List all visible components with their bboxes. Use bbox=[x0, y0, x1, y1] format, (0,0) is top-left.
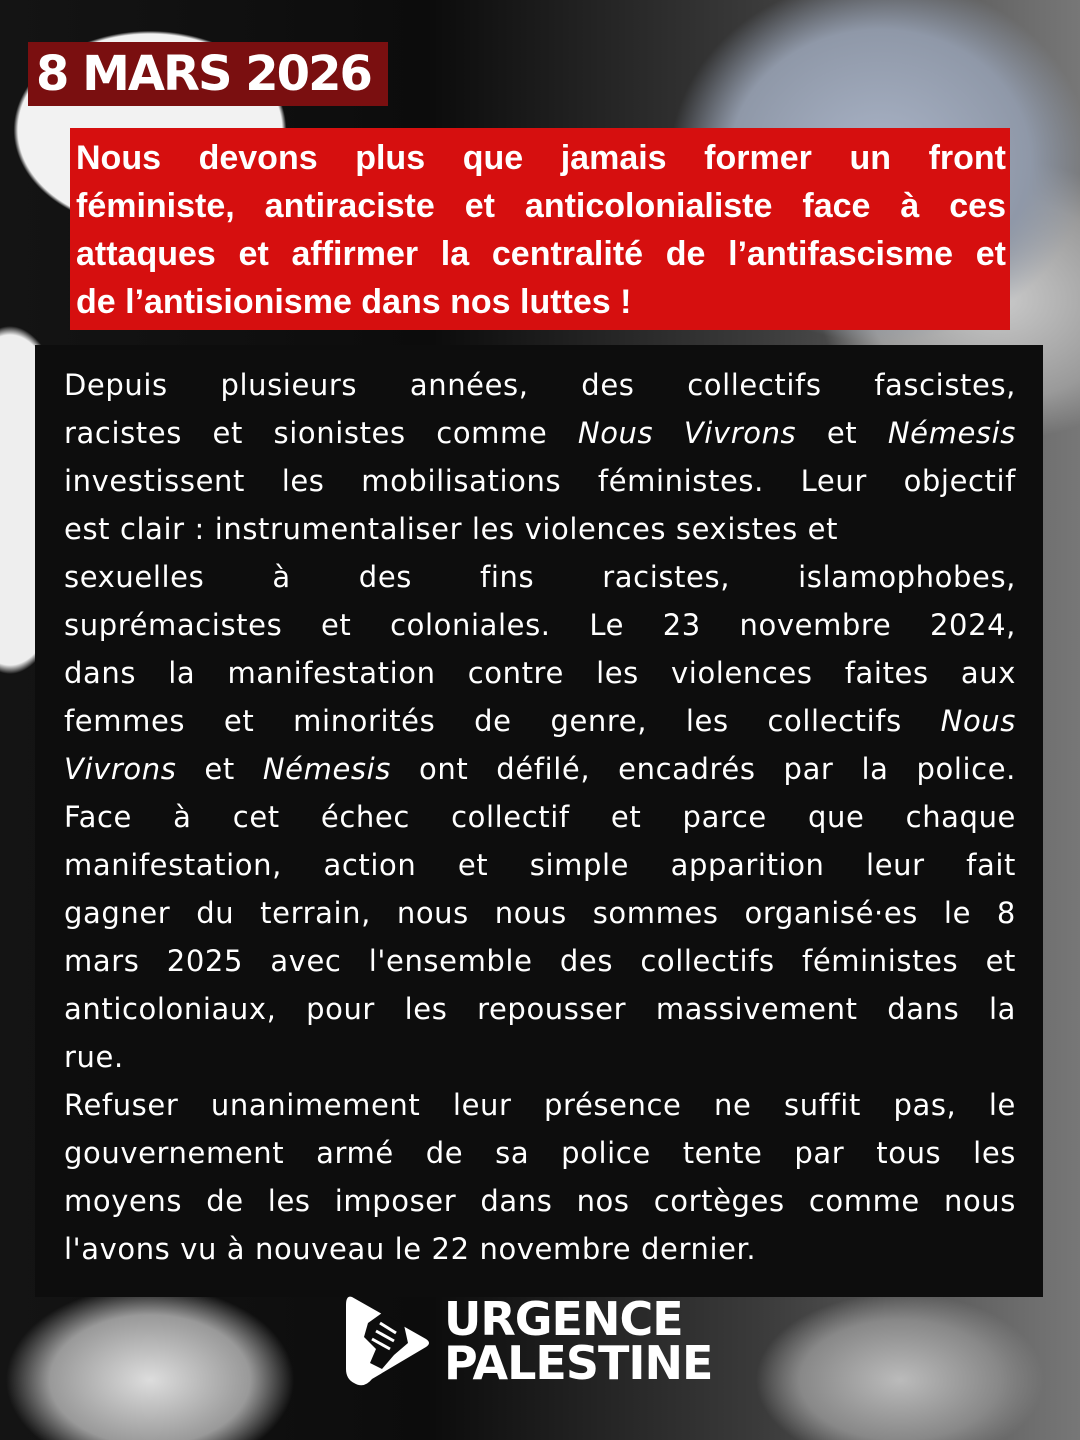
collective-name: Nous Vivrons bbox=[577, 416, 797, 450]
body-line bbox=[64, 937, 1016, 985]
logo-line-2: PALESTINE bbox=[444, 1336, 713, 1390]
collective-name: Nous bbox=[940, 704, 1016, 738]
raised-fist-icon bbox=[342, 1293, 434, 1389]
body-line bbox=[64, 745, 1016, 793]
headline-box bbox=[70, 128, 1010, 330]
body-line bbox=[64, 649, 1016, 697]
headline-line: Nous devons plus que jamais former un front bbox=[76, 139, 1006, 177]
body-line bbox=[64, 1177, 1016, 1225]
body-text: gagner du terrain, nous nous sommes organisé·es le 8 bbox=[64, 896, 1016, 930]
body-text: est clair : instrumentaliser les violences sexistes et bbox=[64, 512, 839, 546]
body-text: suprémacistes et coloniales. Le 23 novembre 2024, bbox=[64, 608, 1016, 642]
body-line bbox=[64, 793, 1016, 841]
body-text: l'avons vu à nouveau le 22 novembre dernier. bbox=[64, 1232, 757, 1266]
body-text: rue. bbox=[64, 1040, 124, 1074]
collective-name: Vivrons bbox=[64, 752, 177, 786]
body-line bbox=[64, 1225, 1016, 1273]
body-text: et bbox=[796, 416, 888, 450]
collective-name: Némesis bbox=[262, 752, 391, 786]
body-text: et bbox=[176, 752, 263, 786]
body-text-box bbox=[35, 345, 1043, 1297]
body-line bbox=[64, 457, 1016, 505]
logo-line-1: URGENCE bbox=[444, 1292, 683, 1346]
body-line bbox=[64, 505, 1016, 553]
body-line bbox=[64, 1081, 1016, 1129]
body-text: ont défilé, encadrés par la police. bbox=[390, 752, 1016, 786]
body-text: manifestation, action et simple apparition leur fait bbox=[64, 848, 1016, 882]
body-text: dans la manifestation contre les violences faites aux bbox=[64, 656, 1016, 690]
body-line bbox=[64, 841, 1016, 889]
body-text: Face à cet échec collectif et parce que chaque bbox=[64, 800, 1016, 834]
body-line bbox=[64, 361, 1016, 409]
body-text: anticoloniaux, pour les repousser massivement dans la bbox=[64, 992, 1016, 1026]
body-line bbox=[64, 985, 1016, 1033]
body-text: Depuis plusieurs années, des collectifs fascistes, bbox=[64, 368, 1016, 402]
body-text: sexuelles à des fins racistes, islamophobes, bbox=[64, 560, 1016, 594]
collective-name: Némesis bbox=[887, 416, 1016, 450]
date-banner: 8 MARS 2026 bbox=[28, 42, 388, 106]
body-text: racistes et sionistes comme bbox=[64, 416, 578, 450]
body-text: gouvernement armé de sa police tente par tous les bbox=[64, 1136, 1016, 1170]
body-text: femmes et minorités de genre, les collectifs bbox=[64, 704, 941, 738]
body-line bbox=[64, 1129, 1016, 1177]
body-line bbox=[64, 697, 1016, 745]
body-text: investissent les mobilisations féministes. Leur objectif bbox=[64, 464, 1016, 498]
body-line bbox=[64, 889, 1016, 937]
body-text: mars 2025 avec l'ensemble des collectifs féministes et bbox=[64, 944, 1016, 978]
headline-line: de l’antisionisme dans nos luttes ! bbox=[76, 283, 632, 321]
body-line bbox=[64, 409, 1016, 457]
body-line bbox=[64, 1033, 1016, 1081]
urgence-palestine-logo bbox=[342, 1293, 712, 1389]
body-text: moyens de les imposer dans nos cortèges comme nous bbox=[64, 1184, 1016, 1218]
body-line bbox=[64, 601, 1016, 649]
body-text: Refuser unanimement leur présence ne suffit pas, le bbox=[64, 1088, 1016, 1122]
headline-line: attaques et affirmer la centralité de l’antifascisme et bbox=[76, 235, 1006, 273]
headline-line: féministe, antiraciste et anticolonialiste face à ces bbox=[76, 187, 1006, 225]
body-line bbox=[64, 553, 1016, 601]
